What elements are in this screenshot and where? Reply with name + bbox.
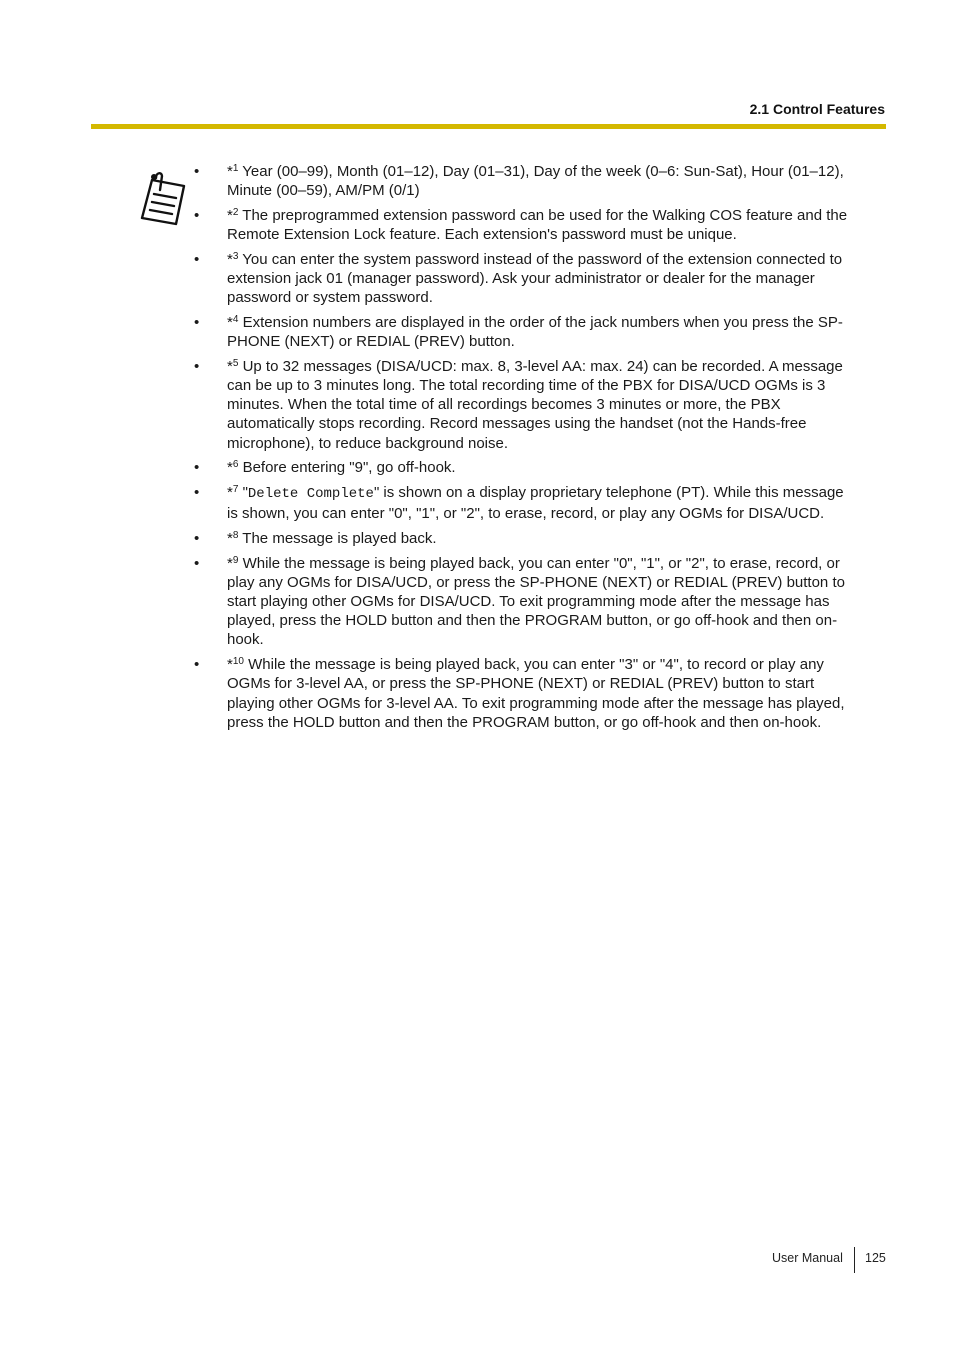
footer-label: User Manual — [772, 1251, 843, 1265]
bullet: • — [194, 250, 200, 268]
page-number: 125 — [865, 1251, 886, 1265]
footnote-item: • *$^8$ The message is played back. — [194, 529, 437, 547]
bullet: • — [194, 459, 200, 477]
section-title: 2.1 Control Features — [749, 101, 885, 117]
header-rule — [91, 124, 886, 129]
footnote-item: • *$^2$ The preprogrammed extension password can be used for the Walking COS feature and the Remote Extension Lock feature. Each extension's password must be unique. — [194, 206, 848, 244]
footnote-item: • *$^3$ You can enter the system password instead of the password of the extension connected to extension jack 01 (manager password). Ask your administrator or dealer for the manager password or system password. — [194, 250, 843, 307]
display-message-code: Delete Complete — [247, 486, 374, 503]
bullet: • — [194, 357, 200, 375]
footnote-item: • *$^5$ Up to 32 messages (DISA/UCD: max. 8, 3-level AA: max. 24) can be recorded. A message can be up to 3 minutes long. The total recording time of the PBX for DISA/UCD OGMs is 3 minutes. When the total time of all recordings becomes 3 minutes or more, the PBX automatically stops recording. Record messages using the handset (not the Hands-free microphone), to reduce background noise. — [194, 357, 843, 452]
notepad-icon — [138, 170, 186, 226]
footnote-list — [192, 162, 858, 737]
bullet: • — [194, 163, 200, 180]
footnote-item: • *$^{10}$ While the message is being played back, you can enter "3" or "4", to record or play any OGMs for 3-level AA, or press the SP-PHONE (NEXT) or REDIAL (PREV) button to start playing other OGMs for 3-level AA. To exit programming mode after the message has played, press the HOLD button and then the PROGRAM button, or go off-hook and then on-hook. — [194, 656, 845, 731]
bullet: • — [194, 656, 200, 674]
footnote-item: • *$^9$ While the message is being played back, you can enter "0", "1", or "2", to erase, record, or play any OGMs for DISA/UCD, or press the SP-PHONE (NEXT) or REDIAL (PREV) button to start playing other OGMs for DISA/UCD. To exit programming mode after the message has played, press the HOLD button and then the PROGRAM button, or go off-hook and then on-hook. — [194, 554, 845, 649]
bullet: • — [194, 554, 200, 572]
footnote-item: • *$^6$ Before entering "9", go off-hook. — [194, 459, 456, 477]
footnote-item: • *$^1$ Year (00–99), Month (01–12), Day (01–31), Day of the week (0–6: Sun-Sat), Hour (01–12), Minute (00–59), AM/PM (0/1) — [194, 163, 844, 200]
bullet: • — [194, 529, 200, 547]
footnote-item: • *$^7$ "Delete Complete" is shown on a display proprietary telephone (PT). While this message is shown, you can enter "0", "1", or "2", to erase, record, or play any OGMs for DISA/UCD. — [194, 484, 844, 523]
bullet: • — [194, 484, 200, 502]
footnote-item: • *$^4$ Extension numbers are displayed in the order of the jack numbers when you press the SP-PHONE (NEXT) or REDIAL (PREV) button. — [194, 313, 843, 351]
bullet: • — [194, 206, 200, 224]
footer-divider — [854, 1247, 855, 1273]
bullet: • — [194, 313, 200, 331]
